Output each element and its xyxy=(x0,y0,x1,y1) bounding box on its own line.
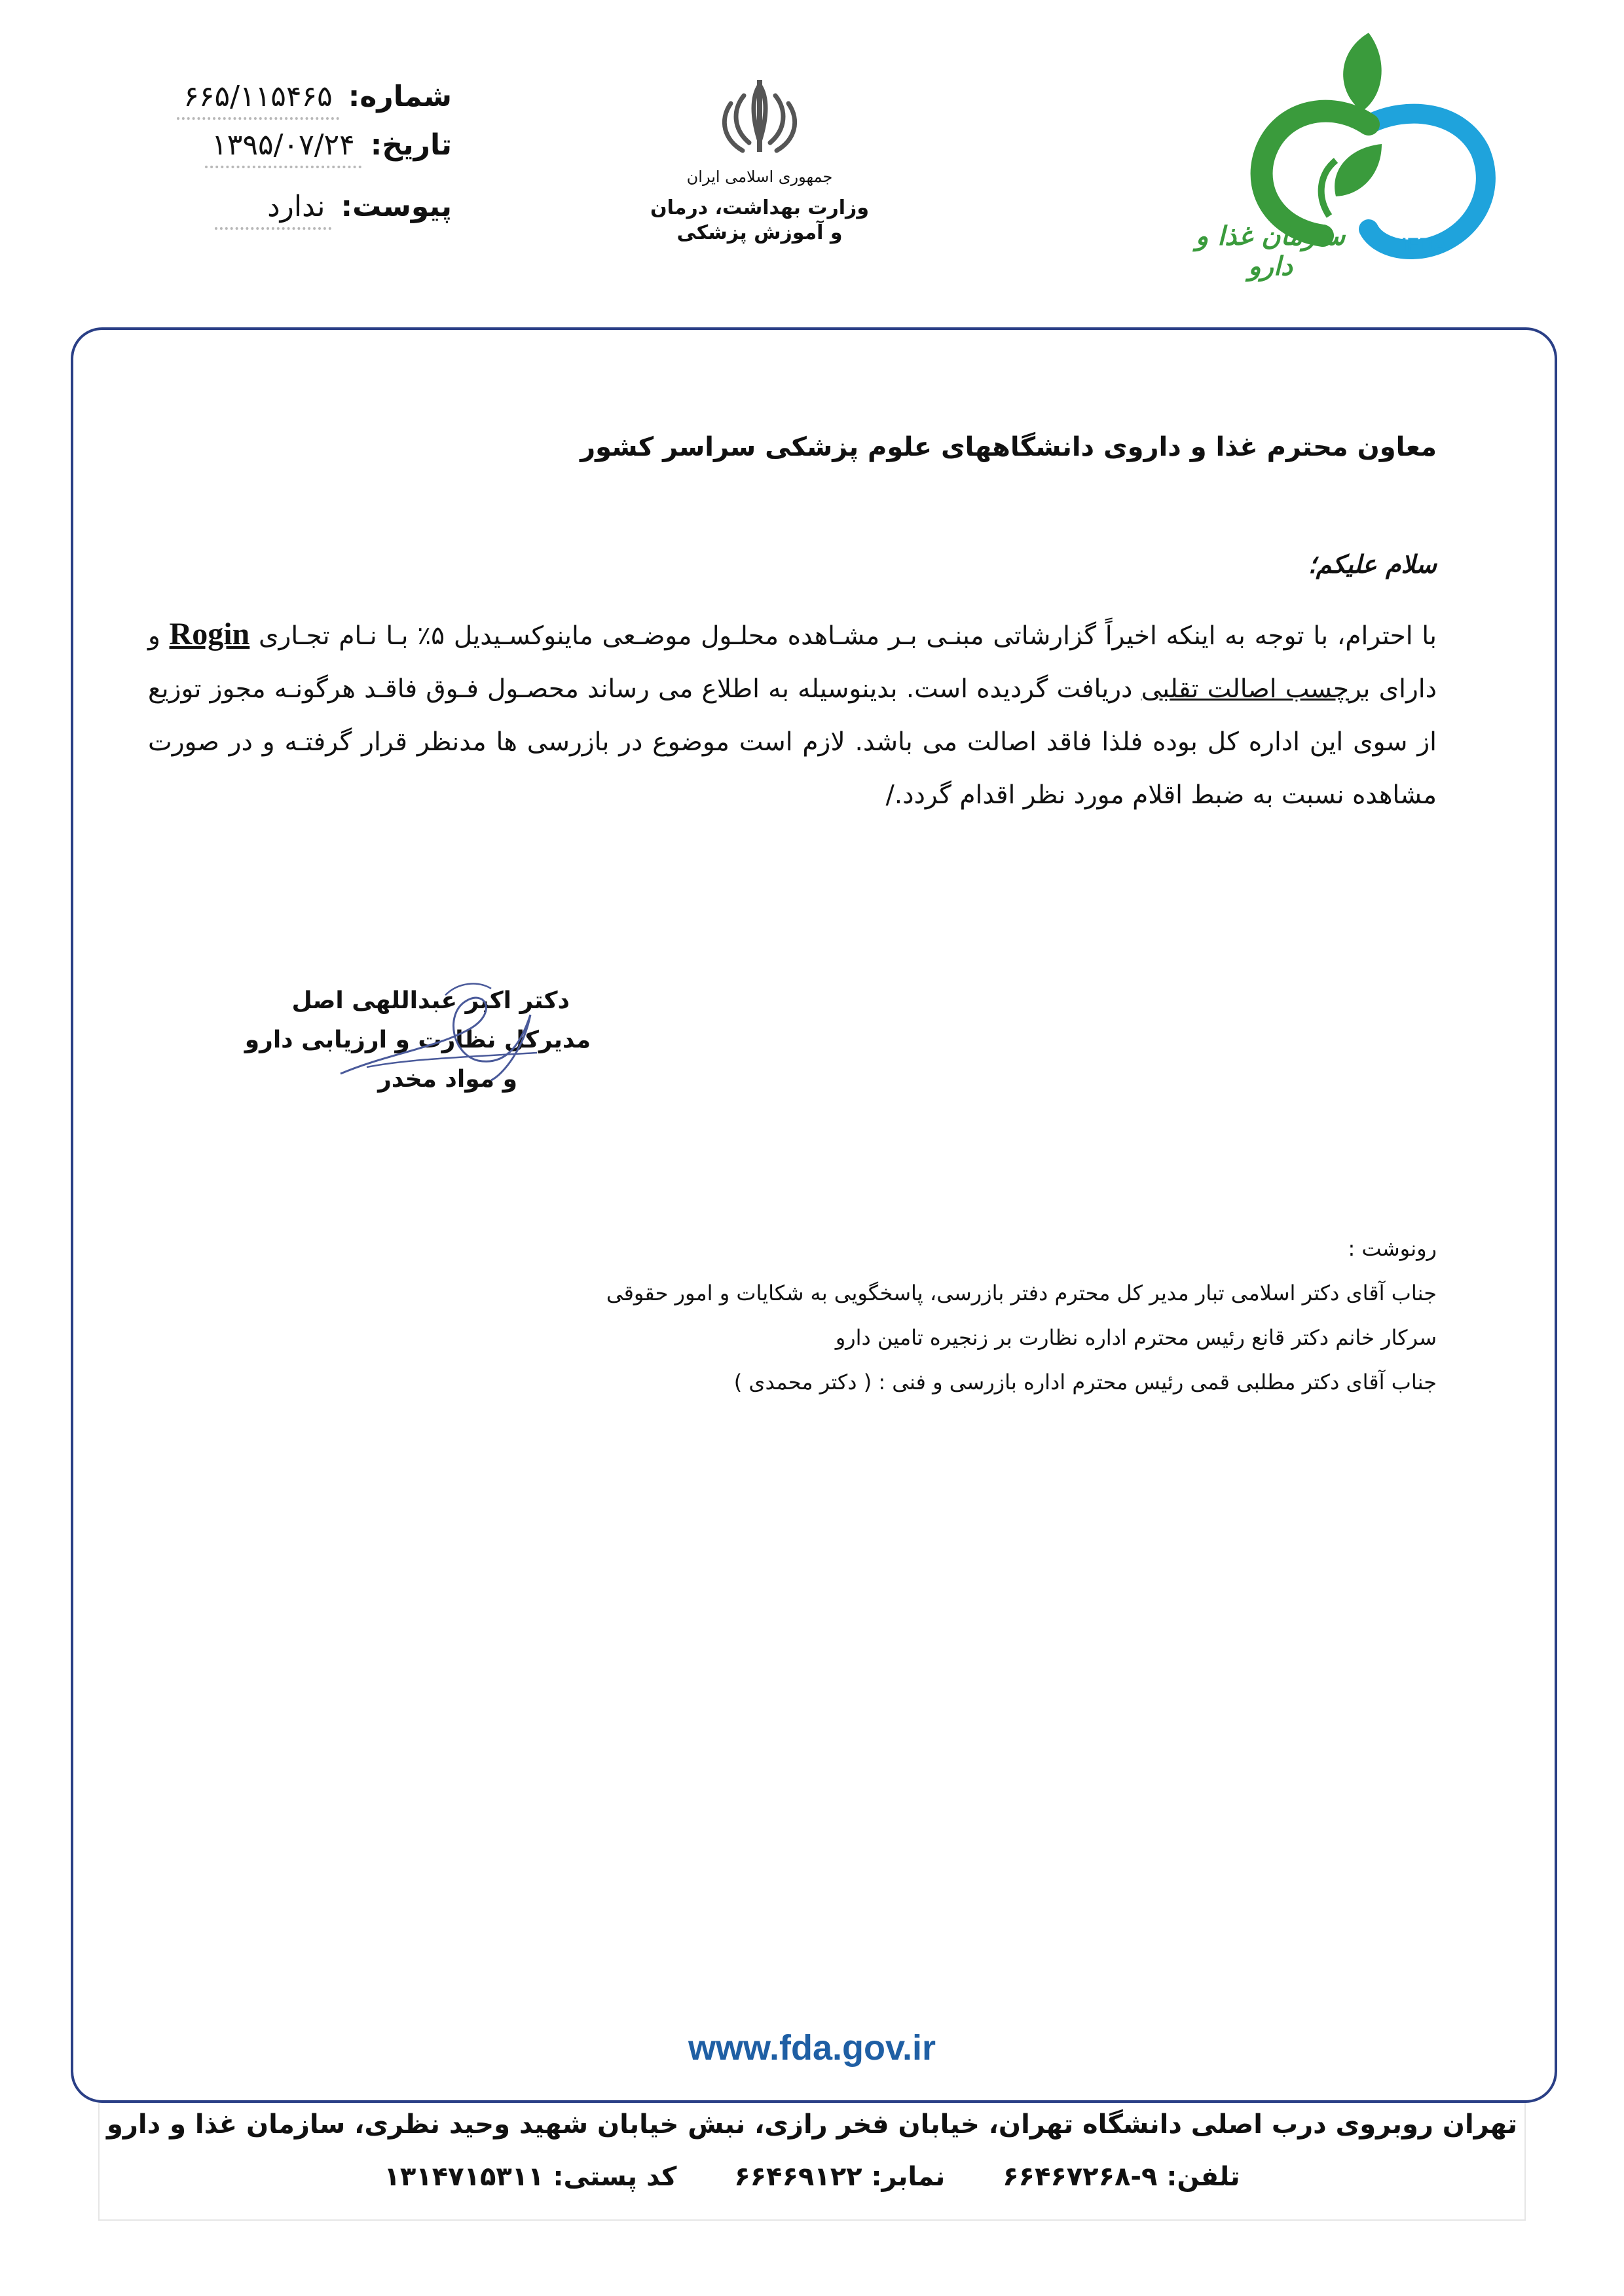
signatory-name: دکتر اکبر عبداللهی اصل xyxy=(291,987,570,1014)
body-part1: با احترام، با توجه به اینکه اخیراً گزارشاتی مبنـی بـر مشـاهده محلـول موضـعی ماینوکسـیدیل ۵٪ بـا نـام تجـاری xyxy=(258,621,1437,651)
ref-number-value: ۶۶۵/۱۱۵۴۶۵ xyxy=(177,80,339,120)
ref-attachment-value: ندارد xyxy=(215,190,331,230)
postal-label: کد پستی: xyxy=(553,2162,677,2192)
cc-label: رونوشت : xyxy=(1348,1236,1437,1261)
footer-contacts xyxy=(98,2162,1526,2192)
ifda-logo-persian: سازمان غذا و دارو xyxy=(1195,221,1346,282)
footer-address: تهران روبروی درب اصلی دانشگاه تهران، خیابان فخر رازی، نبش خیابان شهید وحید نظری، سازمان غذا و دارو xyxy=(107,2109,1517,2140)
ref-attachment-label: پیوست: xyxy=(341,190,452,223)
ref-date-value: ۱۳۹۵/۰۷/۲۴ xyxy=(205,128,361,168)
ministry-country: جمهوری اسلامی ایران xyxy=(686,168,833,186)
signature-scribble-icon xyxy=(327,975,550,1087)
letter-recipient: معاون محترم غذا و داروی دانشگاههای علوم پزشکی سراسر کشور xyxy=(580,432,1437,462)
cc-item: جناب آقای دکتر اسلامی تبار مدیر کل محترم دفتر بازرسی، پاسخگویی به شکایات و امور حقوقی xyxy=(606,1281,1437,1305)
ref-date-label: تاریخ: xyxy=(370,128,452,162)
letter-frame xyxy=(71,327,1557,2103)
body-part3: دریافت گردیده است. بدینوسیله به اطلاع می رساند محصـول فـوق فاقـد هرگونـه مجوز توزیع از سوی این اداره کل بوده فلذا فاقد اصالت می باشد. لازم است موضوع در بازرسی ها مدنظر قرار گرفتـه و در صورت مشاهده نسبت به ضبط اقلام مورد نظر اقدام گردد./ xyxy=(148,674,1437,810)
brand-name: Rogin xyxy=(169,617,250,651)
cc-item: جناب آقای دکتر مطلبی قمی رئیس محترم اداره بازرسی و فنی : ( دکتر محمدی ) xyxy=(733,1370,1437,1394)
ref-number xyxy=(177,80,452,120)
ministry-emblem xyxy=(714,77,805,162)
body-underlined: برچسب اصالت تقلبی xyxy=(1141,674,1371,704)
phone-label: تلفن: xyxy=(1166,2162,1240,2192)
cc-item: سرکار خانم دکتر قانع رئیس محترم اداره نظارت بر زنجیره تامین دارو xyxy=(835,1325,1437,1350)
body-part2: و دارای xyxy=(148,621,1437,704)
phone-value: ۹-۶۶۴۶۷۲۶۸ xyxy=(1003,2162,1158,2192)
letter-body xyxy=(148,608,1437,822)
handwritten-signature xyxy=(327,975,550,1087)
ref-number-label: شماره: xyxy=(348,80,452,113)
fax-value: ۶۶۴۶۹۱۲۲ xyxy=(734,2162,862,2192)
website-link[interactable]: www.fda.gov.ir xyxy=(688,2028,936,2068)
signatory-title-line2: و مواد مخدر xyxy=(378,1066,517,1093)
ministry-name-line1: وزارت بهداشت، درمان xyxy=(650,196,869,219)
ref-attachment xyxy=(215,190,452,230)
ministry-name-line2: و آموزش پزشکی xyxy=(676,221,843,244)
postal-value: ۱۳۱۴۷۱۵۳۱۱ xyxy=(384,2162,544,2192)
letter-greeting: سلام علیکم؛ xyxy=(1308,550,1437,579)
ifda-logo-latin: IFDA xyxy=(1401,234,1447,256)
signatory-title-line1: مدیرکل نظارت و ارزیابی دارو xyxy=(244,1027,591,1053)
ref-date xyxy=(205,128,452,168)
fax-label: نمابر: xyxy=(871,2162,946,2192)
iran-emblem-icon xyxy=(714,77,805,162)
